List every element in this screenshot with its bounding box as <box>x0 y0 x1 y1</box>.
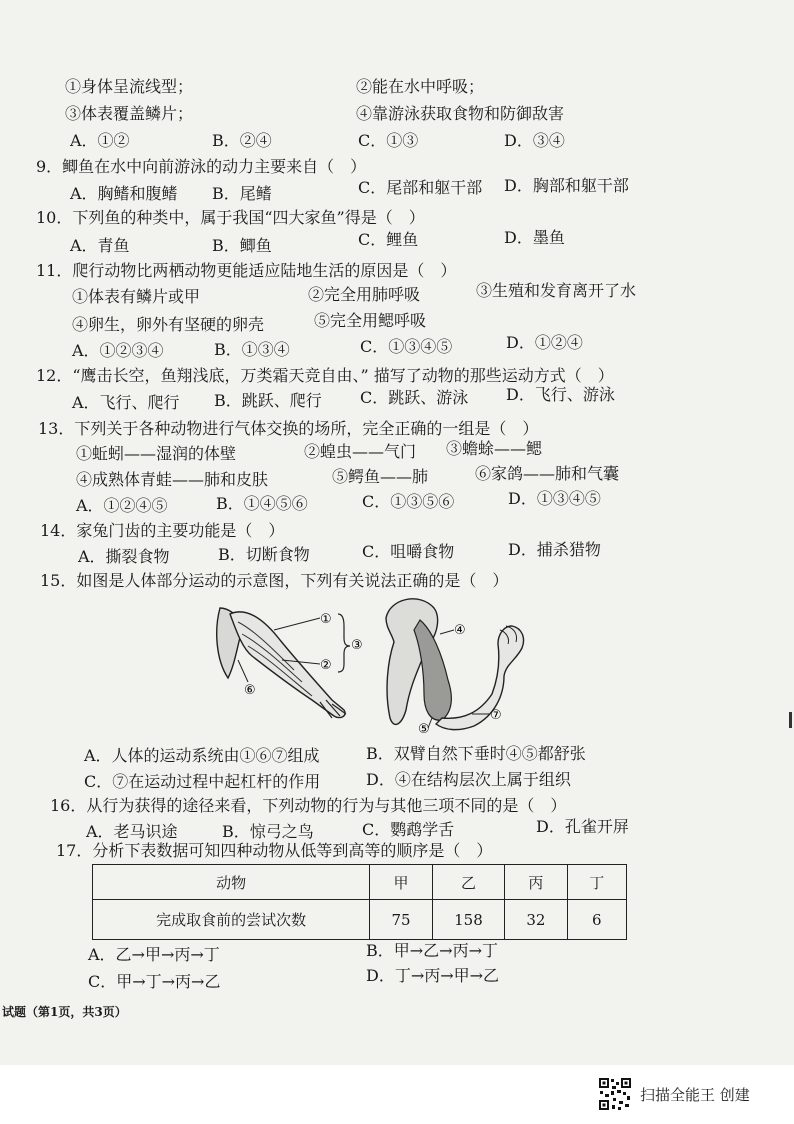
q14-option-a: A．撕裂食物 <box>78 547 170 566</box>
q8-option-b: B．②④ <box>212 131 272 150</box>
q17-option-c: C．甲→丁→丙→乙 <box>88 972 221 991</box>
q13-option-d: D．①③④⑤ <box>508 489 601 508</box>
table-header-cell: 乙 <box>432 865 504 900</box>
page-footer: 试题（第1页，共3页） <box>2 1005 127 1019</box>
table-header-cell: 动物 <box>93 865 370 900</box>
q16-option-d: D．孔雀开屏 <box>536 817 629 836</box>
label-2: ② <box>320 658 332 673</box>
q8-item-2: ②能在水中呼吸； <box>356 77 485 96</box>
q13-stem: 13．下列关于各种动物进行气体交换的场所，完全正确的一组是（ ） <box>38 419 539 438</box>
q13-option-c: C．①③⑤⑥ <box>362 492 455 511</box>
q13-item-1: ①蚯蚓——湿润的体壁 <box>76 444 237 463</box>
table-row <box>93 900 627 940</box>
label-7: ⑦ <box>490 708 502 723</box>
q11-option-d: D．①②④ <box>506 333 583 352</box>
q11-stem: 11．爬行动物比两栖动物更能适应陆地生活的原因是（ ） <box>36 261 457 280</box>
q15-stem: 15．如图是人体部分运动的示意图，下列有关说法正确的是（ ） <box>40 571 509 590</box>
q11-item-2: ②完全用肺呼吸 <box>308 285 421 304</box>
label-3: ③ <box>351 638 363 653</box>
q13-item-3: ③蟾蜍——鳃 <box>446 439 543 458</box>
table-cell: 158 <box>432 900 504 940</box>
q11-option-b: B．①③④ <box>214 340 290 359</box>
q14-stem: 14．家兔门齿的主要功能是（ ） <box>40 521 285 540</box>
q11-item-4: ④卵生，卵外有坚硬的卵壳 <box>72 315 265 334</box>
q13-item-2: ②蝗虫——气门 <box>304 442 417 461</box>
scanner-watermark <box>598 1076 750 1112</box>
q11-option-a: A．①②③④ <box>72 341 164 360</box>
table-header-cell: 丙 <box>505 865 567 900</box>
table-cell: 75 <box>370 900 432 940</box>
table-header-cell: 丁 <box>567 865 626 900</box>
q15-option-b: B．双臂自然下垂时④⑤都舒张 <box>366 744 586 763</box>
q10-option-c: C．鲤鱼 <box>358 230 419 249</box>
q12-option-c: C．跳跃、游泳 <box>360 388 469 407</box>
arm-flexed-figure <box>380 590 530 735</box>
q9-option-b: B．尾鳍 <box>212 184 272 203</box>
qr-code-icon <box>598 1077 632 1111</box>
q15-option-c: C．⑦在运动过程中起杠杆的作用 <box>84 772 321 791</box>
q9-stem: 9．鲫鱼在水中向前游泳的动力主要来自（ ） <box>36 157 367 176</box>
q13-item-6: ⑥家鸽——肺和气囊 <box>475 464 620 483</box>
q14-option-c: C．咀嚼食物 <box>362 542 455 561</box>
q16-stem: 16．从行为获得的途径来看，下列动物的行为与其他三项不同的是（ ） <box>50 796 567 815</box>
q10-stem: 10．下列鱼的种类中，属于我国“四大家鱼”得是（ ） <box>36 208 425 227</box>
label-4: ④ <box>454 623 466 638</box>
q16-option-a: A．老马识途 <box>86 822 178 841</box>
q17-option-b: B．甲→乙→丙→丁 <box>366 941 498 960</box>
page-edge-mark <box>789 712 792 728</box>
q8-item-4: ④靠游泳获取食物和防御敌害 <box>356 104 565 123</box>
arm-extended-figure <box>208 600 368 730</box>
q12-stem: 12．“鹰击长空，鱼翔浅底，万类霜天竞自由、” 描写了动物的那些运动方式（ ） <box>36 366 614 385</box>
label-6: ⑥ <box>244 683 256 698</box>
q8-item-3: ③体表覆盖鳞片； <box>65 104 194 123</box>
q8-option-c: C．①③ <box>358 131 419 150</box>
q10-option-a: A．青鱼 <box>70 236 130 255</box>
q11-item-5: ⑤完全用鳃呼吸 <box>314 311 427 330</box>
q12-option-b: B．跳跃、爬行 <box>214 391 322 410</box>
q14-option-b: B．切断食物 <box>218 545 310 564</box>
q17-stem: 17．分析下表数据可知四种动物从低等到高等的顺序是（ ） <box>56 841 493 860</box>
q9-option-a: A．胸鳍和腹鳍 <box>70 184 178 203</box>
q9-option-c: C．尾部和躯干部 <box>358 178 483 197</box>
table-header-cell: 甲 <box>370 865 432 900</box>
label-5: ⑤ <box>418 722 430 735</box>
q8-option-d: D．③④ <box>504 131 565 150</box>
q8-option-a: A．①② <box>70 131 130 150</box>
q10-option-b: B．鲫鱼 <box>212 236 272 255</box>
q9-option-d: D．胸部和躯干部 <box>504 176 629 195</box>
q12-option-a: A．飞行、爬行 <box>72 393 180 412</box>
q17-option-a: A．乙→甲→丙→丁 <box>88 945 220 964</box>
q10-option-d: D．墨鱼 <box>504 228 565 247</box>
q11-item-1: ①体表有鳞片或甲 <box>72 287 201 306</box>
q16-option-b: B．惊弓之鸟 <box>222 822 314 841</box>
label-1: ① <box>320 612 332 627</box>
q13-item-4: ④成熟体青蛙——肺和皮肤 <box>76 470 269 489</box>
q15-option-a: A．人体的运动系统由①⑥⑦组成 <box>84 746 320 765</box>
q12-option-d: D．飞行、游泳 <box>506 385 615 404</box>
q8-item-1: ①身体呈流线型； <box>65 77 194 96</box>
q13-item-5: ⑤鳄鱼——肺 <box>332 467 429 486</box>
scanner-label: 扫描全能王 创建 <box>640 1085 750 1104</box>
q16-option-c: C．鹦鹉学舌 <box>362 820 455 839</box>
table-header-row <box>93 865 627 900</box>
q15-option-d: D．④在结构层次上属于组织 <box>366 770 571 789</box>
data-table <box>92 864 627 940</box>
q11-item-3: ③生殖和发育离开了水 <box>476 281 637 300</box>
table-cell: 6 <box>567 900 626 940</box>
table-cell: 完成取食前的尝试次数 <box>93 900 370 940</box>
q17-option-d: D．丁→丙→甲→乙 <box>366 966 500 985</box>
q13-option-b: B．①④⑤⑥ <box>216 494 308 513</box>
q11-option-c: C．①③④⑤ <box>360 337 453 356</box>
table-cell: 32 <box>505 900 567 940</box>
q14-option-d: D．捕杀猎物 <box>508 540 601 559</box>
q13-option-a: A．①②④⑤ <box>76 496 168 515</box>
